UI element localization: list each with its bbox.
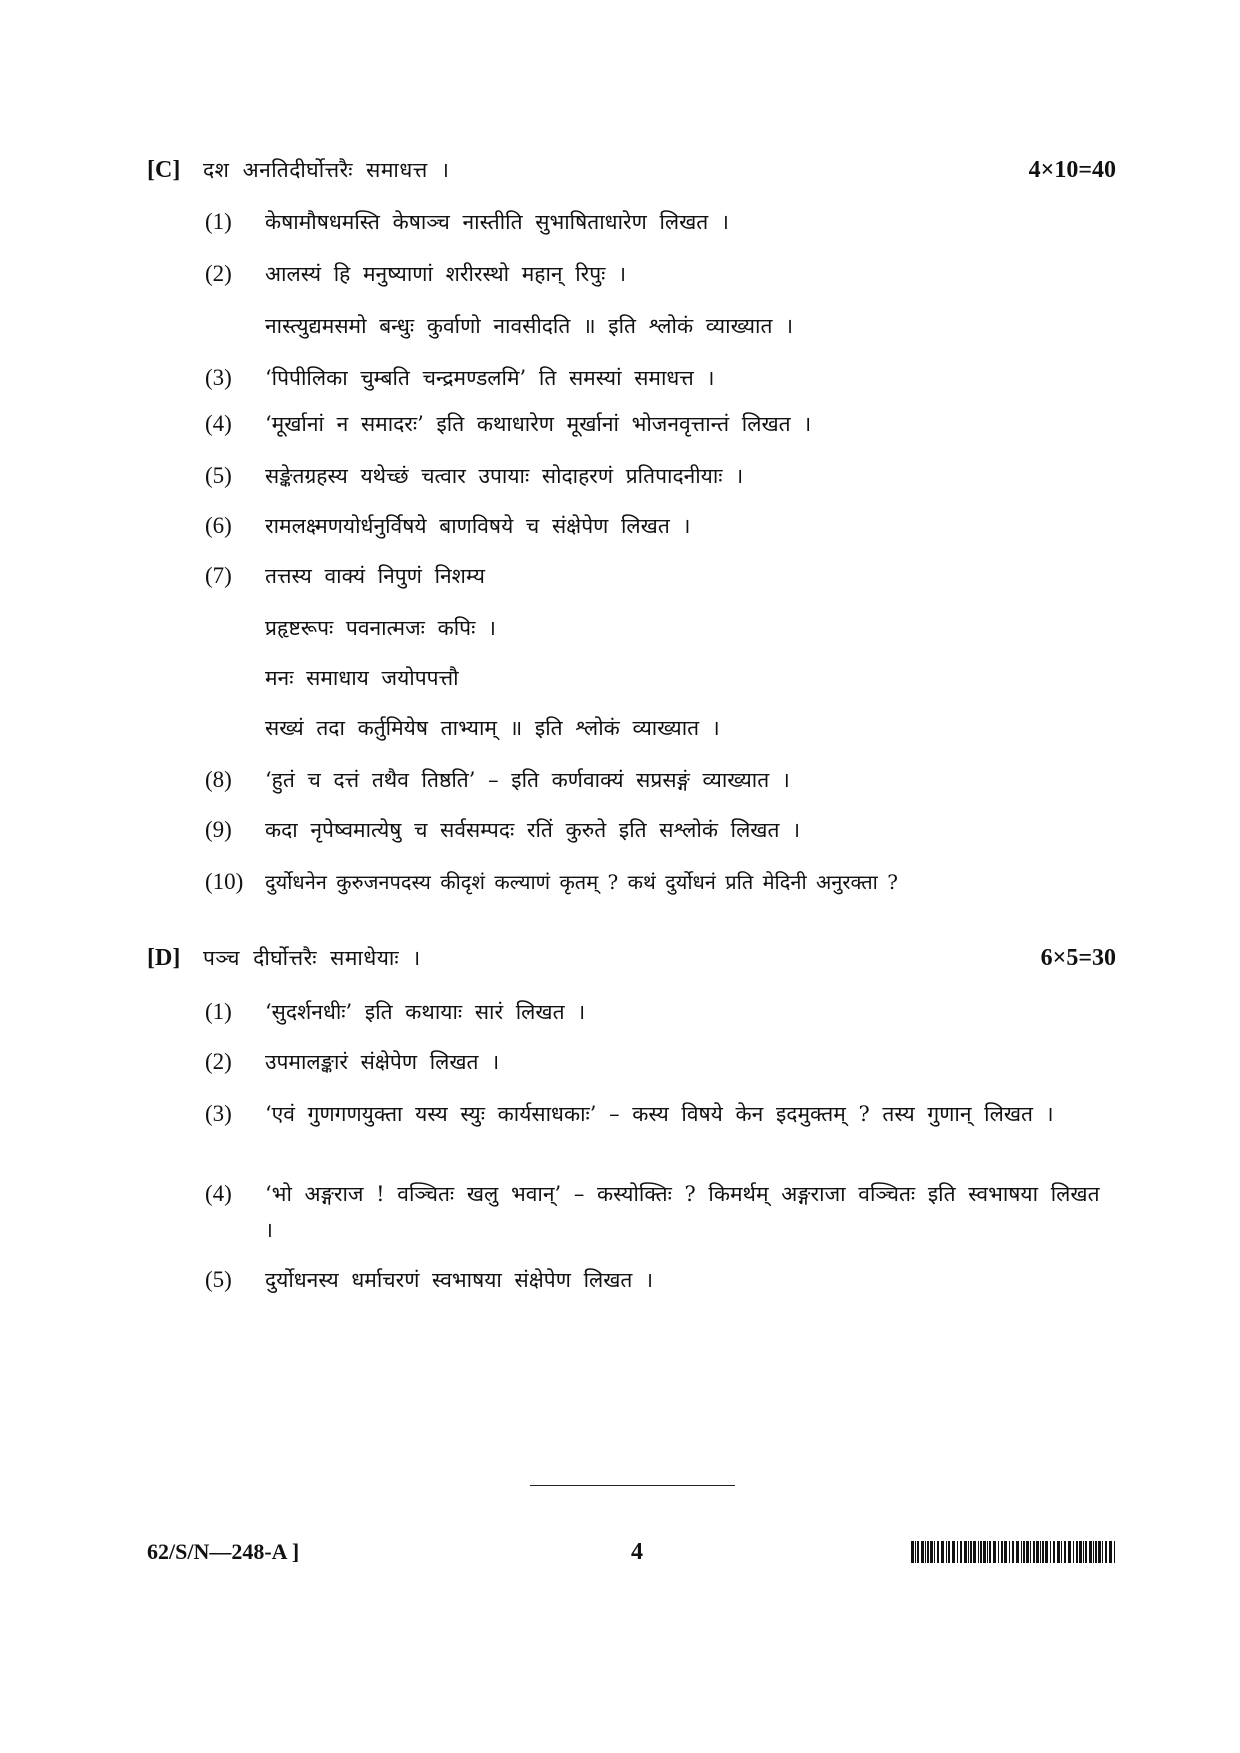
question-number: (1) [205,209,232,234]
section-c-header [147,150,1116,190]
question-text: ‘हुतं च दत्तं तथैव तिष्ठति’ – इति कर्णवाक्यं सप्रसङ्गं व्याख्यात । [265,768,790,792]
section-c-marks: 4×10=40 [1028,156,1116,183]
section-c-label: [C] [147,156,181,183]
question-number: (2) [205,1049,232,1074]
question-c-4 [205,406,1116,442]
question-number: (1) [205,999,232,1024]
question-c-7 [205,558,1116,594]
question-number: (9) [205,817,232,842]
question-text: ‘पिपीलिका चुम्बति चन्द्रमण्डलमि’ ति समस्यां समाधत्त । [265,366,715,390]
question-text: सङ्केतग्रहस्य यथेच्छं चत्वार उपायाः सोदाहरणं प्रतिपादनीयाः । [265,464,744,488]
question-d-1 [205,994,1116,1030]
question-d-5 [205,1262,1116,1298]
question-c-6 [205,508,1116,544]
section-c-title: दश अनतिदीर्घोत्तरैः समाधत्त । [203,158,450,182]
question-text: केषामौषधमस्ति केषाञ्च नास्तीति सुभाषिताधारेण लिखत । [265,210,729,234]
question-d-2 [205,1044,1116,1080]
page-footer [147,1532,1116,1572]
question-text: ‘सुदर्शनधीः’ इति कथायाः सारं लिखत । [265,1000,586,1024]
question-c-9 [205,812,1116,848]
question-number: (5) [205,1267,232,1292]
question-c-7-line-2: प्रहृष्टरूपः पवनात्मजः कपिः । [265,616,496,640]
question-text: रामलक्ष्मणयोर्धनुर्विषये बाणविषये च संक्षेपेण लिखत । [265,514,691,538]
paper-code: 62/S/N—248-A ] [147,1539,300,1564]
question-text: तत्तस्य वाक्यं निपुणं निशम्य [265,564,485,588]
page-number: 4 [631,1538,643,1565]
question-number: (3) [205,365,232,390]
question-d-3 [205,1096,1116,1132]
question-text: ‘भो अङ्गराज ! वञ्चितः खलु भवान्’ – कस्योक्तिः ? किमर्थम् अङ्गराजा वञ्चितः इति स्वभाषया लिखत । [265,1182,1100,1242]
question-text: कदा नृपेष्वमात्येषु च सर्वसम्पदः रतिं कुरुते इति सश्लोकं लिखत । [265,818,801,842]
question-c-7-line-4: सख्यं तदा कर्तुमियेष ताभ्याम् ॥ इति श्लोकं व्याख्यात । [265,716,720,740]
question-number: (8) [205,767,232,792]
question-text: उपमालङ्कारं संक्षेपेण लिखत । [265,1050,500,1074]
question-number: (3) [205,1101,232,1126]
question-text: ‘एवं गुणगणयुक्ता यस्य स्युः कार्यसाधकाः’ – कस्य विषये केन इदमुक्तम् ? तस्य गुणान् लिखत । [265,1102,1054,1126]
question-number: (10) [205,869,244,894]
question-d-4 [205,1176,1116,1248]
question-c-8 [205,762,1116,798]
question-c-1 [205,204,1116,240]
question-c-7-line-3: मनः समाधाय जयोपपत्तौ [265,666,459,690]
question-number: (7) [205,563,232,588]
question-c-3 [205,360,1116,396]
question-text: दुर्योधनस्य धर्माचरणं स्वभाषया संक्षेपेण लिखत । [265,1268,654,1292]
question-c-10 [205,864,1116,900]
section-d-title: पञ्च दीर्घोत्तरैः समाधेयाः । [203,946,421,970]
question-number: (4) [205,411,232,436]
question-text: दुर्योधनेन कुरुजनपदस्य कीदृशं कल्याणं कृतम् ? कथं दुर्योधनं प्रति मेदिनी अनुरक्ता ? [265,870,898,894]
question-c-2-line-2: नास्त्युद्यमसमो बन्धुः कुर्वाणो नावसीदति ॥ इति श्लोकं व्याख्यात । [265,314,794,338]
question-number: (4) [205,1181,232,1206]
question-number: (5) [205,463,232,488]
question-c-2 [205,256,1116,292]
question-text: ‘मूर्खानां न समादरः’ इति कथाधारेण मूर्खानां भोजनवृत्तान्तं लिखत । [265,412,812,436]
question-number: (2) [205,261,232,286]
section-d-header [147,938,1116,978]
section-d-label: [D] [147,944,181,971]
question-number: (6) [205,513,232,538]
question-text: आलस्यं हि मनुष्याणां शरीरस्थो महान् रिपुः । [265,262,627,286]
end-rule [530,1485,735,1486]
section-d-marks: 6×5=30 [1040,944,1116,971]
barcode [911,1541,1116,1563]
question-c-5 [205,458,1116,494]
